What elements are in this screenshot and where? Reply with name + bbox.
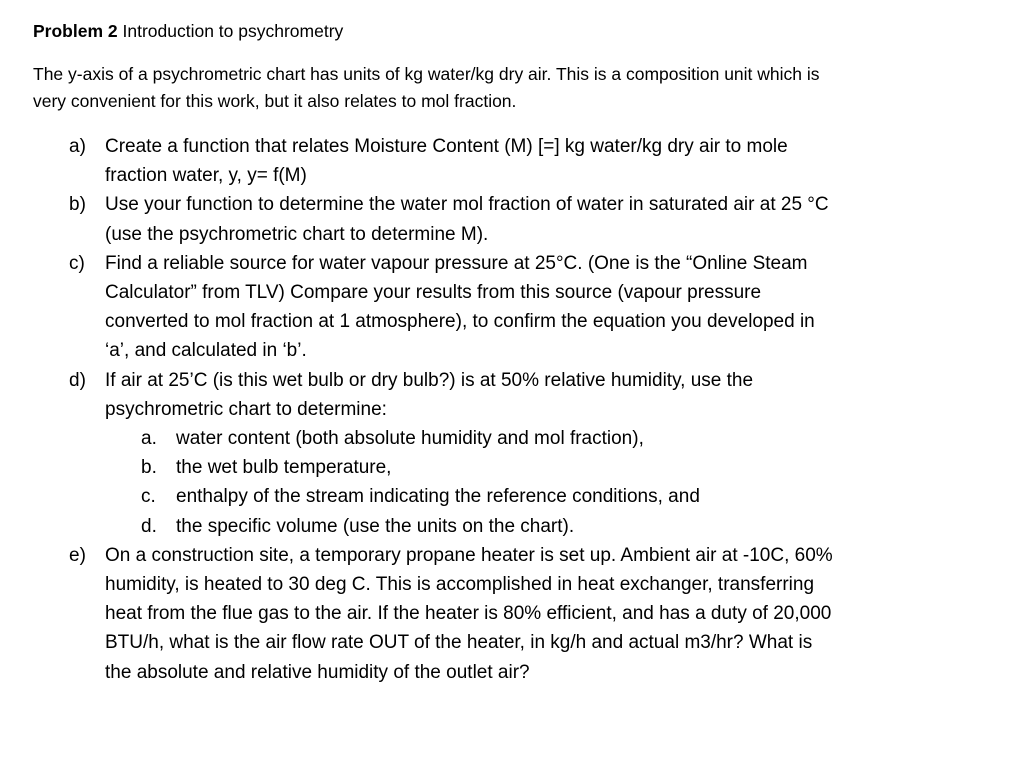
intro-paragraph <box>33 61 993 115</box>
intro-line: very convenient for this work, but it also relates to mol fraction. <box>33 91 517 111</box>
question-line: the absolute and relative humidity of the outlet air? <box>105 661 530 683</box>
intro-line: The y-axis of a psychrometric chart has units of kg water/kg dry air. This is a composition unit which is <box>33 64 820 84</box>
question-marker: b) <box>69 194 86 216</box>
subquestion-text: the specific volume (use the units on the chart). <box>176 515 575 537</box>
question-line: Use your function to determine the water mol fraction of water in saturated air at 25 °C <box>105 194 829 216</box>
question-marker: a) <box>69 136 86 157</box>
problem-label: Problem 2 <box>33 21 118 41</box>
question-line: (use the psychrometric chart to determine M). <box>105 223 489 245</box>
subquestion-marker: c. <box>141 486 156 508</box>
question-line: heat from the flue gas to the air. If the heater is 80% efficient, and has a duty of 20,000 <box>105 603 832 625</box>
question-line: Calculator” from TLV) Compare your results from this source (vapour pressure <box>105 282 762 304</box>
problem-heading <box>33 18 993 44</box>
question-b <box>33 190 993 248</box>
question-a <box>33 132 993 190</box>
problem-title: Introduction to psychrometry <box>122 21 344 41</box>
question-e <box>33 541 993 687</box>
question-line: ‘a’, and calculated in ‘b’. <box>105 340 307 362</box>
subquestion-item <box>105 482 993 511</box>
question-line: Find a reliable source for water vapour pressure at 25°C. (One is the “Online Steam <box>105 252 808 274</box>
subquestion-item <box>105 453 993 482</box>
question-line: psychrometric chart to determine: <box>105 398 387 420</box>
question-line: On a construction site, a temporary propane heater is set up. Ambient air at -10C, 60% <box>105 544 833 566</box>
subquestion-text: the wet bulb temperature, <box>176 457 392 479</box>
subquestion-item <box>105 424 993 453</box>
question-marker: e) <box>69 544 86 566</box>
question-marker: d) <box>69 369 86 391</box>
question-line: converted to mol fraction at 1 atmosphere), to confirm the equation you developed in <box>105 311 815 333</box>
question-line: Create a function that relates Moisture Content (M) [=] kg water/kg dry air to mole <box>105 136 788 157</box>
subquestion-marker: d. <box>141 515 157 537</box>
document-page <box>33 18 993 687</box>
subquestion-marker: b. <box>141 457 157 479</box>
question-line: BTU/h, what is the air flow rate OUT of the heater, in kg/h and actual m3/hr? What is <box>105 632 813 654</box>
question-line: fraction water, y, y= f(M) <box>105 165 307 187</box>
question-marker: c) <box>69 252 85 274</box>
subquestion-item <box>105 512 993 541</box>
question-line: humidity, is heated to 30 deg C. This is accomplished in heat exchanger, transferring <box>105 574 815 596</box>
question-list <box>33 132 993 687</box>
subquestion-marker: a. <box>141 428 157 450</box>
question-line: If air at 25’C (is this wet bulb or dry bulb?) is at 50% relative humidity, use the <box>105 369 754 391</box>
subquestion-text: enthalpy of the stream indicating the reference conditions, and <box>176 486 700 508</box>
subquestion-list <box>105 424 993 541</box>
question-d <box>33 366 993 541</box>
question-c <box>33 249 993 366</box>
subquestion-text: water content (both absolute humidity and mol fraction), <box>176 428 644 450</box>
